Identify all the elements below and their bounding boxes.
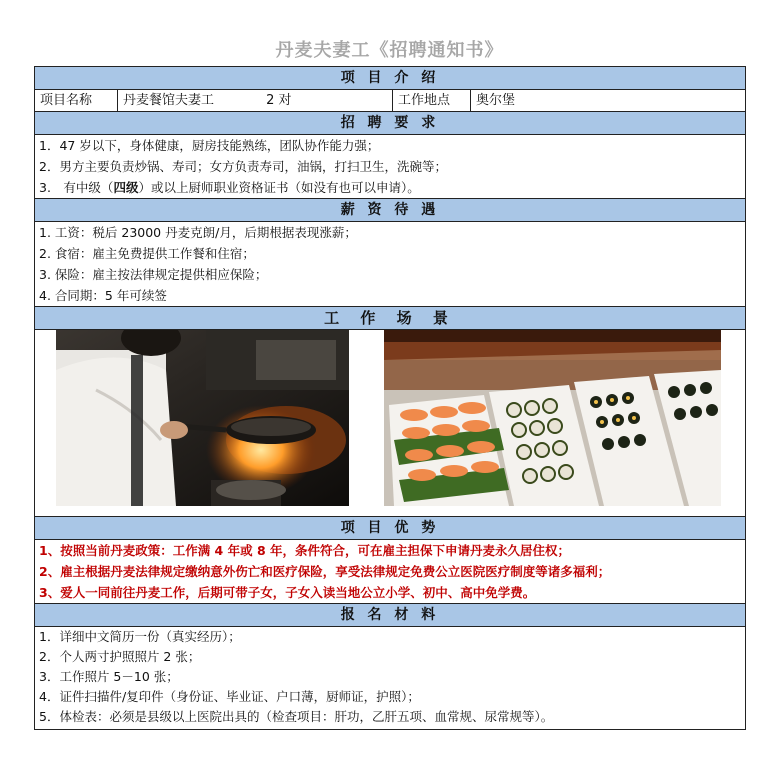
requirements-list xyxy=(35,135,745,199)
list-item: 1．详细中文简历一份（真实经历）； xyxy=(39,629,241,644)
list-item: 2．男方主要负责炒锅、寿司；女方负责寿司，油锅，打扫卫生，洗碗等； xyxy=(39,159,447,174)
project-name-label: 项目名称 xyxy=(35,90,118,111)
project-count-value: 2 对 xyxy=(266,93,292,108)
list-item: 4．证件扫描件/复印件（身份证、毕业证、户口薄，厨师证，护照）； xyxy=(39,689,420,704)
list-item: 1、按照当前丹麦政策：工作满 4 年或 8 年，条件符合，可在雇主担保下申请丹麦永久居住权； xyxy=(39,543,571,558)
list-item: 2. 食宿：雇主免费提供工作餐和住宿； xyxy=(39,246,255,261)
list-item: 1．47 岁以下，身体健康，厨房技能熟练，团队协作能力强； xyxy=(39,138,380,153)
project-info-row xyxy=(35,90,745,112)
list-item xyxy=(39,177,741,198)
section-header-salary: 薪 资 待 遇 xyxy=(35,199,745,222)
list-item: 5．体检表：必须是县级以上医院出具的（检查项目：肝功，乙肝五项、血常规、尿常规等）。 xyxy=(39,709,554,724)
section-header-advantages: 项 目 优 势 xyxy=(35,517,745,540)
materials-list xyxy=(35,627,745,729)
section-header-requirements: 招 聘 要 求 xyxy=(35,112,745,135)
sushi-buffet-photo xyxy=(384,330,721,506)
list-item: 4. 合同期：5 年可续签 xyxy=(39,288,167,303)
requirement-3-bold: 四级 xyxy=(113,180,139,195)
work-scene-photos xyxy=(35,330,745,517)
section-header-project: 项 目 介 绍 xyxy=(35,67,745,90)
list-item: 2、雇主根据丹麦法律规定缴纳意外伤亡和医疗保险，享受法律规定免费公立医院医疗制度等诸多福利； xyxy=(39,564,611,579)
advantages-list xyxy=(35,540,745,604)
project-name-cell xyxy=(118,90,393,111)
list-item: 3. 保险：雇主按法律规定提供相应保险； xyxy=(39,267,268,282)
recruitment-sheet xyxy=(34,66,746,730)
location-label: 工作地点 xyxy=(393,90,471,111)
page-title: 丹麦夫妻工《招聘通知书》 xyxy=(275,40,504,61)
list-item: 1. 工资：税后 23000 丹麦克朗/月，后期根据表现涨薪； xyxy=(39,225,357,240)
requirement-3-post: ）或以上厨师职业资格证书（如没有也可以申请）。 xyxy=(138,180,420,195)
requirement-3-pre: 3. 有中级（ xyxy=(39,180,114,195)
kitchen-wok-photo xyxy=(56,330,349,506)
section-header-materials: 报 名 材 料 xyxy=(35,604,745,627)
project-name-value: 丹麦餐馆夫妻工 xyxy=(123,93,215,108)
salary-list xyxy=(35,222,745,307)
location-value: 奥尔堡 xyxy=(476,93,516,108)
section-header-scene: 工 作 场 景 xyxy=(35,307,745,330)
list-item: 2．个人两寸护照照片 2 张； xyxy=(39,649,201,664)
list-item: 3．工作照片 5－10 张； xyxy=(39,669,179,684)
list-item: 3、爱人一同前往丹麦工作，后期可带子女，子女入读当地公立小学、初中、高中免学费。 xyxy=(39,585,536,600)
